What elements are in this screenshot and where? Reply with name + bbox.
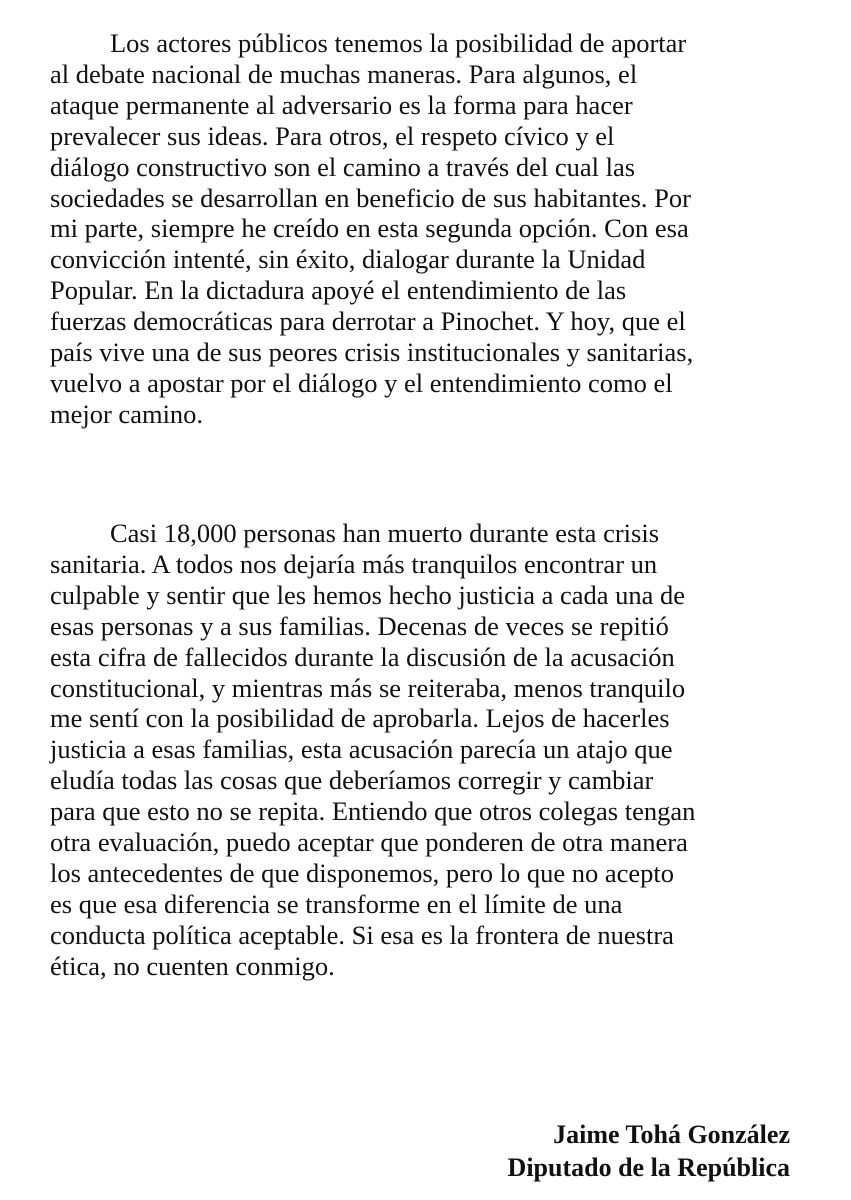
text-line: vuelvo a apostar por el diálogo y el entendimiento como el [50, 367, 673, 398]
text-line: es que esa diferencia se transforme en el límite de una [50, 888, 623, 919]
text-line: los antecedentes de que disponemos, pero lo que no acepto [50, 857, 675, 888]
text-line: sociedades se desarrollan en beneficio de sus habitantes. Por [50, 182, 691, 213]
text-line: fuerzas democráticas para derrotar a Pinochet. Y hoy, que el [50, 306, 686, 337]
text-line: Casi 18,000 personas han muerto durante esta crisis [110, 518, 660, 548]
text-line: mi parte, siempre he creído en esta segunda opción. Con esa [50, 213, 689, 244]
text-line: ética, no cuenten conmigo. [50, 950, 335, 981]
text-line: sanitaria. A todos nos dejaría más tranquilos encontrar un [50, 548, 658, 579]
paragraph-1 [50, 28, 693, 430]
text-line: Popular. En la dictadura apoyé el entendimiento de las [50, 275, 627, 306]
signature-title: Diputado de la República [507, 1153, 790, 1182]
signature-name: Jaime Tohá González [553, 1120, 790, 1149]
signature-block [508, 1118, 790, 1184]
text-line: mejor camino. [50, 398, 204, 429]
text-line: al debate nacional de muchas maneras. Para algunos, el [50, 58, 638, 89]
text-line: para que esto no se repita. Entiendo que otros colegas tengan [50, 796, 696, 827]
text-line: prevalecer sus ideas. Para otros, el respeto cívico y el [50, 120, 615, 151]
text-line: Los actores públicos tenemos la posibilidad de aportar [110, 28, 687, 58]
text-line: diálogo constructivo son el camino a través del cual las [50, 151, 636, 182]
text-line: constitucional, y mientras más se reiteraba, menos tranquilo [50, 672, 686, 703]
paragraph-2 [50, 518, 695, 982]
text-line: convicción intenté, sin éxito, dialogar durante la Unidad [50, 244, 646, 275]
text-line: me sentí con la posibilidad de aprobarla. Lejos de hacerles [50, 703, 670, 734]
text-line: otra evaluación, puedo aceptar que ponderen de otra manera [50, 827, 688, 858]
text-line: culpable y sentir que les hemos hecho justicia a cada una de [50, 579, 686, 610]
text-line: esas personas y a sus familias. Decenas de veces se repitió [50, 610, 669, 641]
text-line: país vive una de sus peores crisis institucionales y sanitarias, [50, 337, 694, 368]
text-line: conducta política aceptable. Si esa es la frontera de nuestra [50, 919, 674, 950]
text-line: justicia a esas familias, esta acusación parecía un atajo que [50, 734, 673, 765]
text-line: eludía todas las cosas que deberíamos corregir y cambiar [50, 765, 654, 796]
text-line: ataque permanente al adversario es la forma para hacer [50, 89, 633, 120]
text-line: esta cifra de fallecidos durante la discusión de la acusación [50, 641, 675, 672]
